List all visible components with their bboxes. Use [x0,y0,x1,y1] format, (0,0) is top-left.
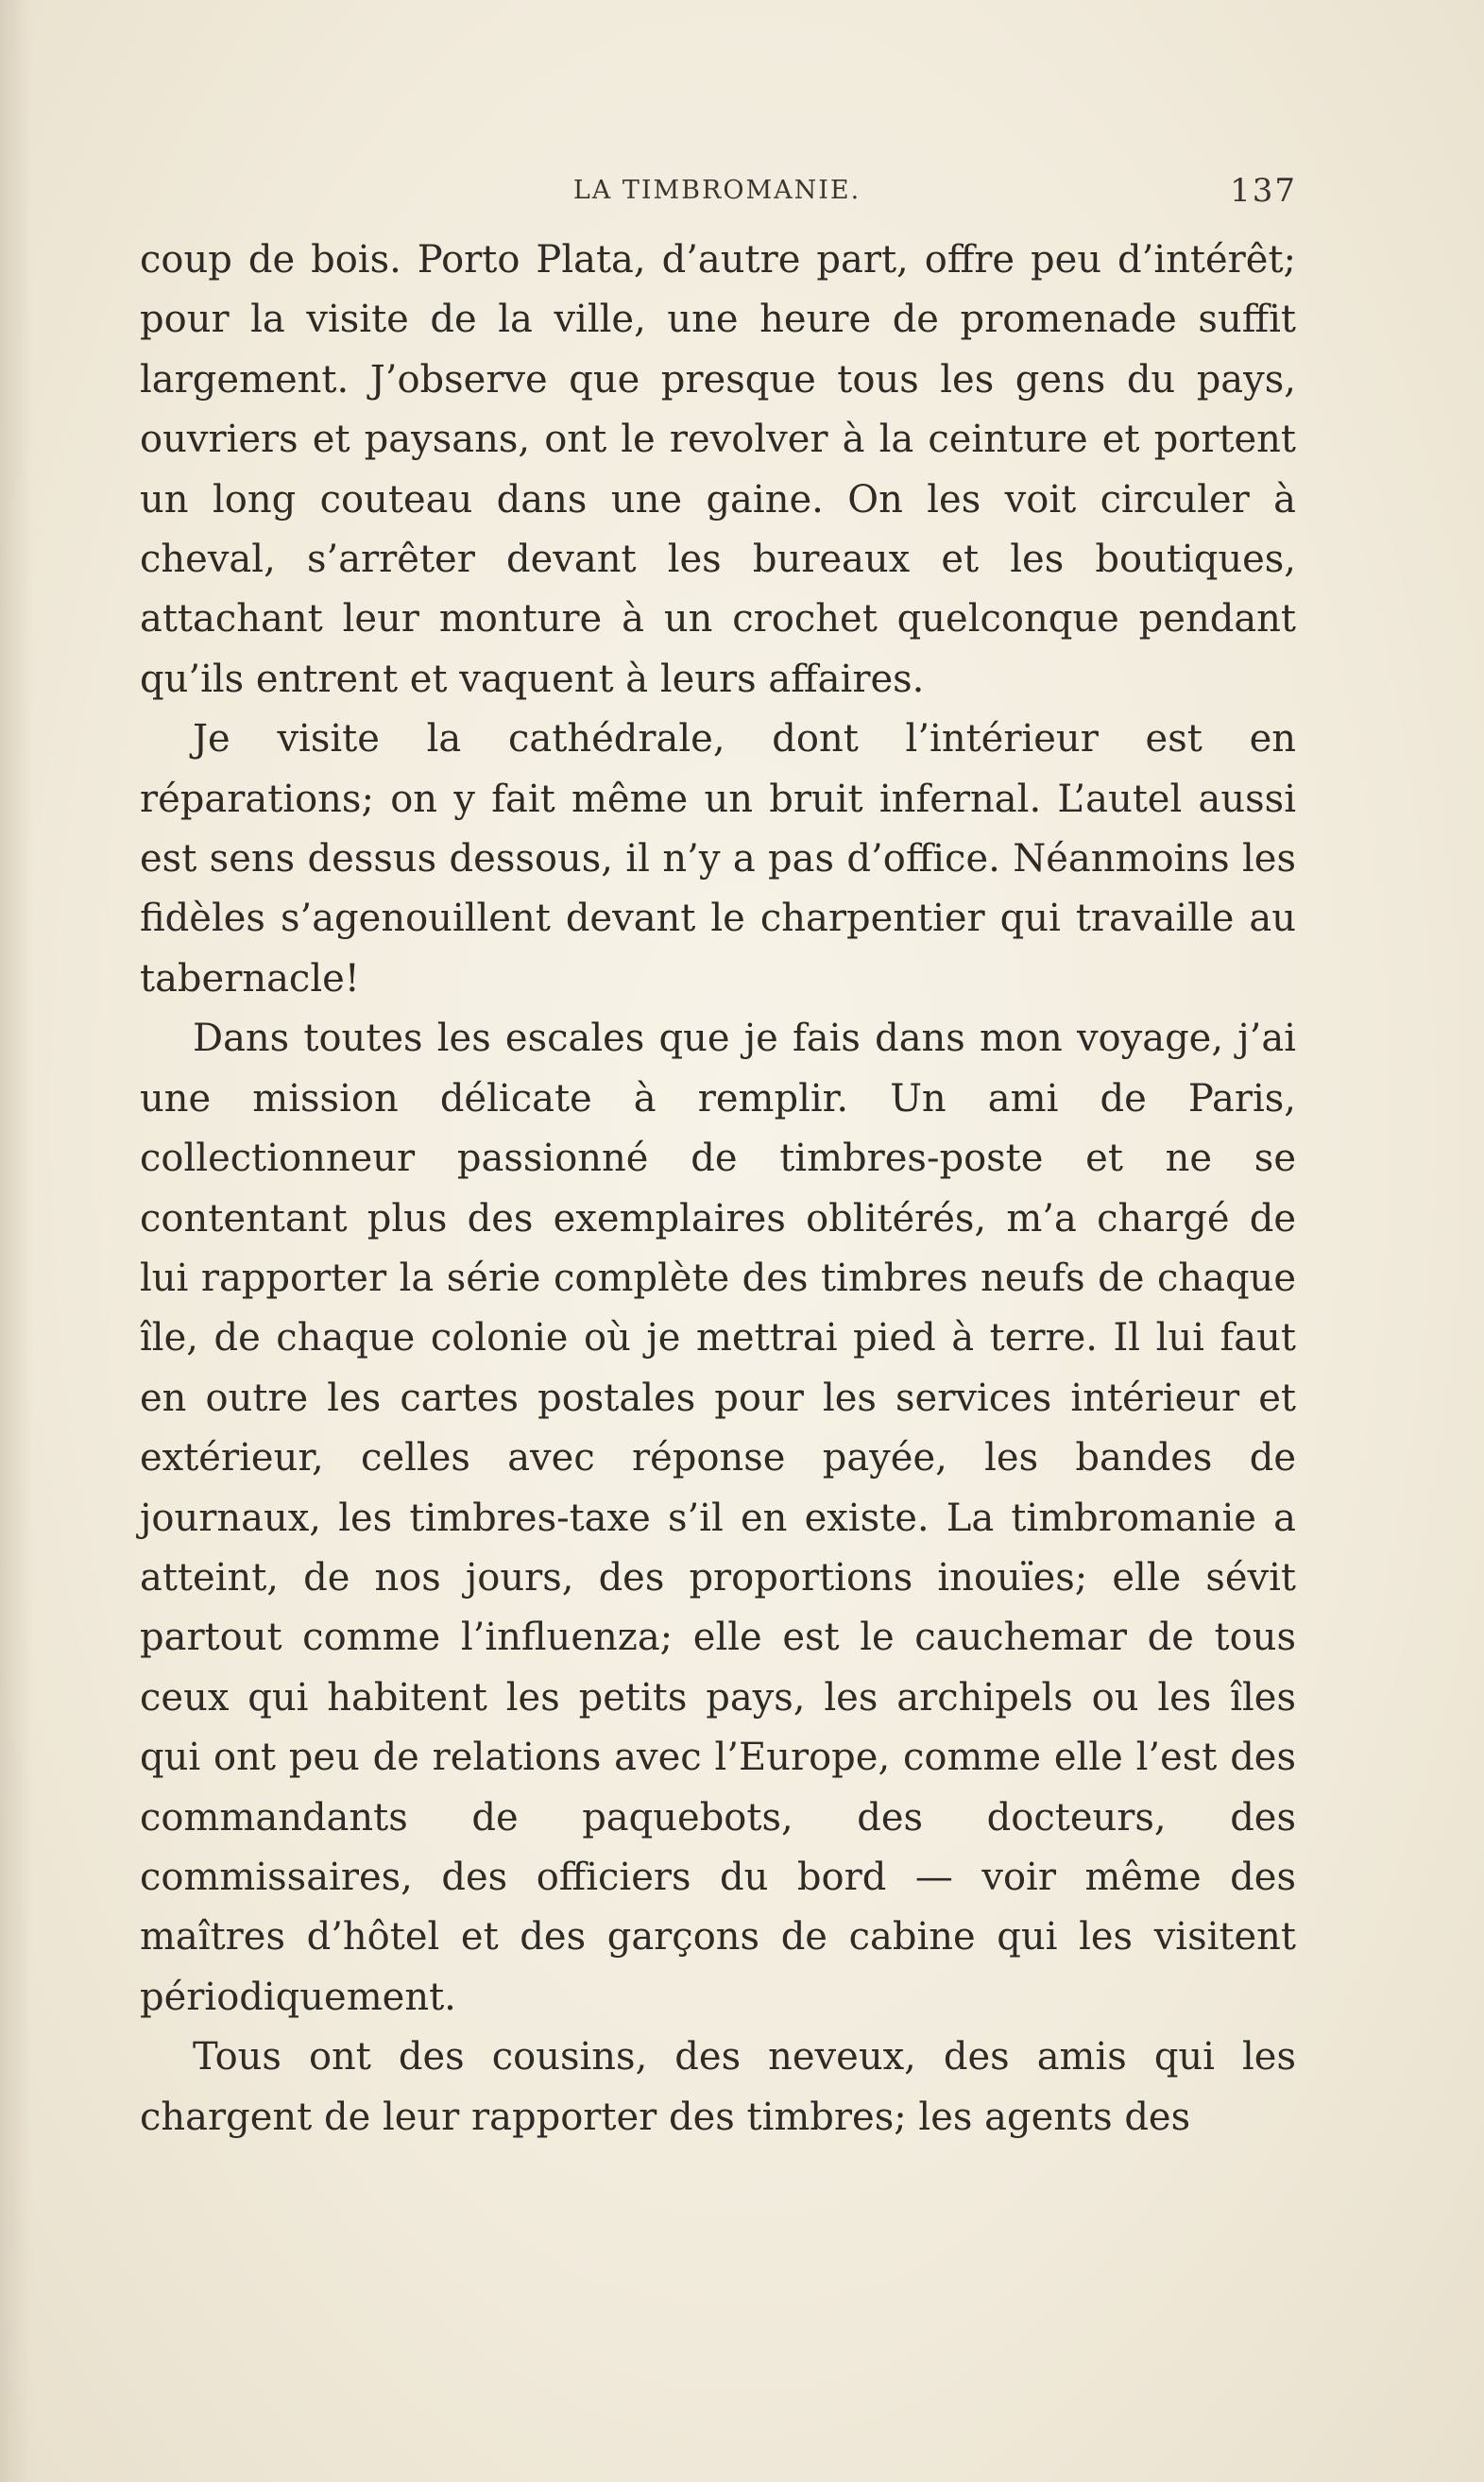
paragraph: Tous ont des cousins, des neveux, des amis qui les chargent de leur rapporter des timbres; les agents des [140,2035,1296,2139]
body-text [140,231,1296,2148]
paragraph: coup de bois. Porto Plata, d’autre part, offre peu d’intérêt; pour la visite de la ville, une heure de promenade suffit largement. J’observe que presque tous les gens du pays, ouvriers et paysans, ont le revolver à la ceinture et portent un long couteau dans une gaine. On les voit circuler à cheval, s’arrêter devant les bureaux et les boutiques, attachant leur monture à un crochet quelconque pendant qu’ils entrent et vaquent à leurs affaires. [140,238,1296,701]
page-header [137,168,1297,214]
running-head: LA TIMBROMANIE. [572,176,861,205]
page-number: 137 [1230,172,1297,210]
paragraph: Dans toutes les escales que je fais dans mon voyage, j’ai une mission délicate à remplir. Un ami de Paris, collectionneur passionné de timbres-poste et ne se contentant plus des exemplaires oblitérés, m’a chargé de lui rapporter la série complète des timbres neufs de chaque île, de chaque colonie où je mettrai pied à terre. Il lui faut en outre les cartes postales pour les services intérieur et extérieur, celles avec réponse payée, les bandes de journaux, les timbres-taxe s’il en existe. La timbromanie a atteint, de nos jours, des proportions inouïes; elle sévit partout comme l’influenza; elle est le cauchemar de tous ceux qui habitent les petits pays, les archipels ou les îles qui ont peu de relations avec l’Europe, comme elle l’est des commandants de paquebots, des docteurs, des commissaires, des officiers du bord — voir même des maîtres d’hôtel et des garçons de cabine qui les visitent périodiquement. [140,1017,1296,2019]
paragraph: Je visite la cathédrale, dont l’intérieur est en réparations; on y fait même un bruit infernal. L’autel aussi est sens dessus dessous, il n’y a pas d’office. Néanmoins les fidèles s’agenouillent devant le charpentier qui travaille au tabernacle! [140,717,1296,1001]
